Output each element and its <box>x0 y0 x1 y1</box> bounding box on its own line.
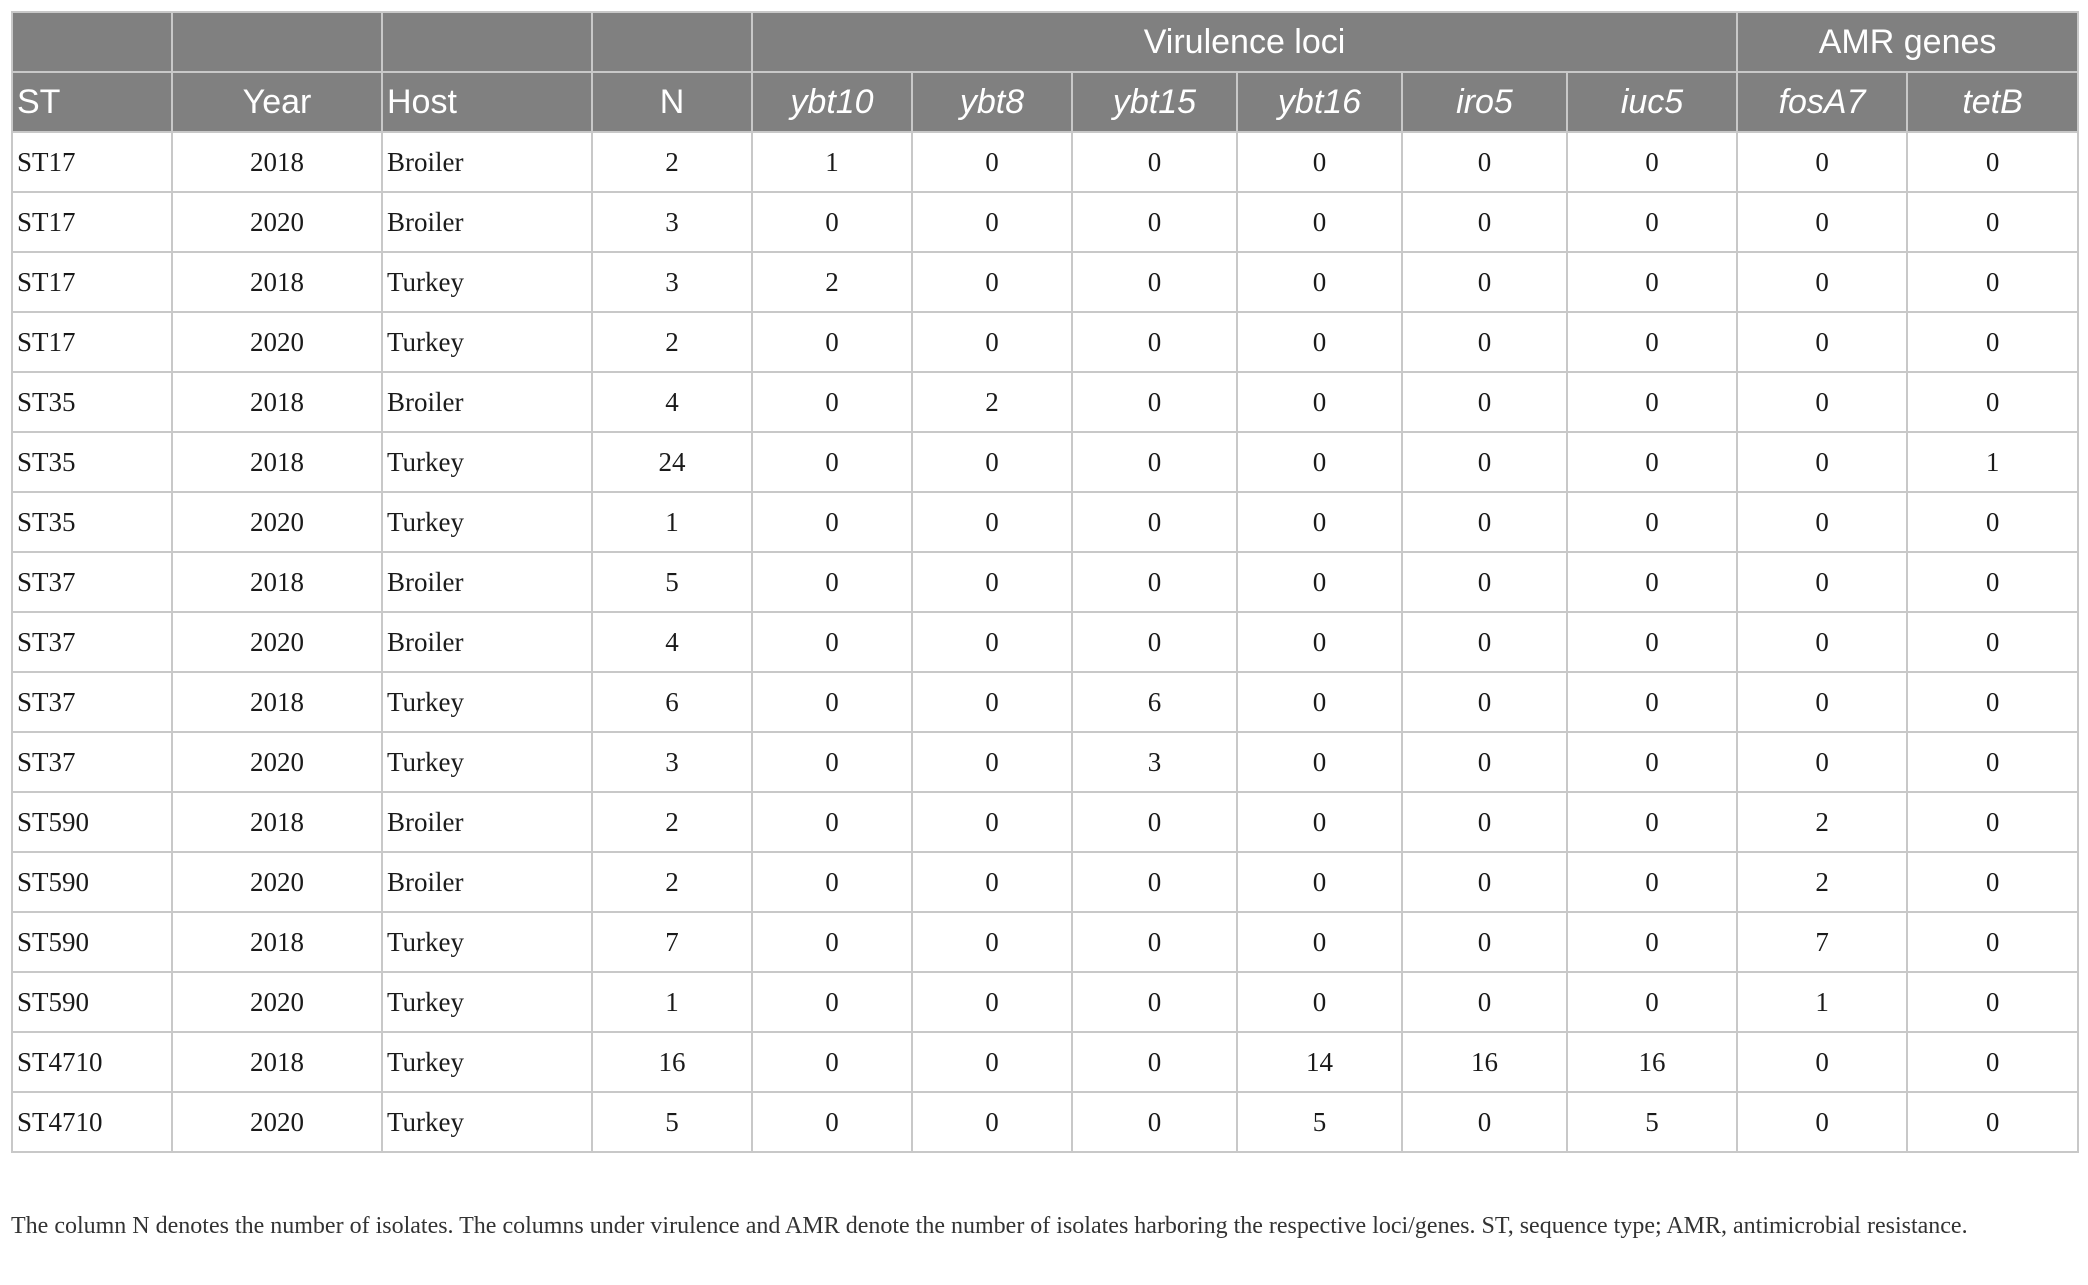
cell-ybt15: 0 <box>1072 492 1237 552</box>
cell-ybt16: 0 <box>1237 192 1402 252</box>
cell-year: 2018 <box>172 432 382 492</box>
cell-iro5: 0 <box>1402 372 1567 432</box>
cell-ybt8: 2 <box>912 372 1072 432</box>
cell-st: ST17 <box>12 252 172 312</box>
cell-ybt10: 0 <box>752 732 912 792</box>
cell-iuc5: 0 <box>1567 672 1737 732</box>
table-row <box>12 1092 2078 1152</box>
table-row <box>12 852 2078 912</box>
cell-ybt8: 0 <box>912 972 1072 1032</box>
cell-iuc5: 0 <box>1567 612 1737 672</box>
cell-ybt15: 0 <box>1072 552 1237 612</box>
cell-n: 4 <box>592 612 752 672</box>
cell-year: 2020 <box>172 612 382 672</box>
cell-st: ST37 <box>12 552 172 612</box>
table-row <box>12 1032 2078 1092</box>
cell-tetb: 0 <box>1907 672 2078 732</box>
cell-ybt15: 0 <box>1072 372 1237 432</box>
cell-tetb: 0 <box>1907 552 2078 612</box>
cell-ybt10: 0 <box>752 492 912 552</box>
cell-ybt16: 0 <box>1237 912 1402 972</box>
cell-st: ST37 <box>12 732 172 792</box>
cell-ybt15: 0 <box>1072 1092 1237 1152</box>
amr-genes-group-header: AMR genes <box>1737 12 2078 72</box>
cell-year: 2018 <box>172 792 382 852</box>
table-row <box>12 912 2078 972</box>
cell-tetb: 0 <box>1907 192 2078 252</box>
cell-ybt10: 0 <box>752 192 912 252</box>
cell-tetb: 0 <box>1907 852 2078 912</box>
cell-fosa7: 0 <box>1737 492 1907 552</box>
cell-iuc5: 16 <box>1567 1032 1737 1092</box>
cell-iro5: 0 <box>1402 672 1567 732</box>
cell-year: 2018 <box>172 252 382 312</box>
cell-host: Broiler <box>382 552 592 612</box>
cell-ybt10: 0 <box>752 612 912 672</box>
cell-ybt8: 0 <box>912 612 1072 672</box>
cell-ybt10: 2 <box>752 252 912 312</box>
cell-year: 2018 <box>172 1032 382 1092</box>
cell-ybt16: 0 <box>1237 372 1402 432</box>
cell-year: 2018 <box>172 552 382 612</box>
cell-ybt15: 0 <box>1072 192 1237 252</box>
cell-iuc5: 0 <box>1567 192 1737 252</box>
cell-host: Turkey <box>382 432 592 492</box>
cell-iuc5: 0 <box>1567 432 1737 492</box>
column-header-ybt16: ybt16 <box>1237 72 1402 132</box>
cell-st: ST17 <box>12 312 172 372</box>
cell-year: 2018 <box>172 672 382 732</box>
cell-iro5: 0 <box>1402 252 1567 312</box>
cell-fosa7: 0 <box>1737 252 1907 312</box>
cell-ybt10: 0 <box>752 1092 912 1152</box>
cell-year: 2018 <box>172 372 382 432</box>
cell-iro5: 0 <box>1402 912 1567 972</box>
cell-ybt8: 0 <box>912 852 1072 912</box>
cell-year: 2020 <box>172 192 382 252</box>
cell-n: 2 <box>592 132 752 192</box>
cell-host: Turkey <box>382 972 592 1032</box>
cell-ybt16: 14 <box>1237 1032 1402 1092</box>
table-footnote: The column N denotes the number of isolates. The columns under virulence and AMR denote the number of isolates harboring the respective loci/genes. ST, sequence type; AMR, antimicrobial resistance. <box>11 1213 1968 1239</box>
cell-ybt10: 0 <box>752 912 912 972</box>
cell-n: 3 <box>592 732 752 792</box>
cell-ybt10: 0 <box>752 972 912 1032</box>
cell-ybt10: 0 <box>752 552 912 612</box>
cell-n: 2 <box>592 852 752 912</box>
cell-iuc5: 0 <box>1567 792 1737 852</box>
cell-ybt15: 0 <box>1072 852 1237 912</box>
cell-host: Broiler <box>382 132 592 192</box>
virulence-loci-group-header: Virulence loci <box>752 12 1737 72</box>
cell-n: 24 <box>592 432 752 492</box>
cell-ybt8: 0 <box>912 552 1072 612</box>
cell-ybt15: 3 <box>1072 732 1237 792</box>
cell-fosa7: 2 <box>1737 792 1907 852</box>
cell-host: Turkey <box>382 252 592 312</box>
cell-ybt16: 0 <box>1237 972 1402 1032</box>
cell-ybt10: 0 <box>752 852 912 912</box>
column-header-tetb: tetB <box>1907 72 2078 132</box>
column-header-row <box>12 72 2078 132</box>
cell-ybt8: 0 <box>912 732 1072 792</box>
cell-tetb: 1 <box>1907 432 2078 492</box>
column-header-fosa7: fosA7 <box>1737 72 1907 132</box>
cell-ybt16: 0 <box>1237 672 1402 732</box>
cell-ybt15: 0 <box>1072 792 1237 852</box>
cell-tetb: 0 <box>1907 792 2078 852</box>
cell-ybt16: 0 <box>1237 312 1402 372</box>
cell-iro5: 0 <box>1402 972 1567 1032</box>
cell-iro5: 0 <box>1402 852 1567 912</box>
cell-ybt10: 0 <box>752 432 912 492</box>
cell-iuc5: 0 <box>1567 372 1737 432</box>
cell-tetb: 0 <box>1907 972 2078 1032</box>
table-row <box>12 672 2078 732</box>
cell-st: ST37 <box>12 672 172 732</box>
cell-host: Broiler <box>382 852 592 912</box>
cell-fosa7: 0 <box>1737 312 1907 372</box>
cell-iuc5: 0 <box>1567 852 1737 912</box>
cell-tetb: 0 <box>1907 252 2078 312</box>
cell-fosa7: 7 <box>1737 912 1907 972</box>
cell-host: Turkey <box>382 912 592 972</box>
cell-ybt16: 0 <box>1237 612 1402 672</box>
column-header-st: ST <box>12 72 172 132</box>
cell-iuc5: 5 <box>1567 1092 1737 1152</box>
cell-ybt16: 0 <box>1237 552 1402 612</box>
cell-iuc5: 0 <box>1567 912 1737 972</box>
cell-iro5: 0 <box>1402 732 1567 792</box>
cell-n: 1 <box>592 972 752 1032</box>
cell-iro5: 0 <box>1402 1092 1567 1152</box>
cell-ybt15: 0 <box>1072 972 1237 1032</box>
cell-year: 2018 <box>172 912 382 972</box>
cell-iro5: 0 <box>1402 312 1567 372</box>
cell-ybt8: 0 <box>912 192 1072 252</box>
cell-n: 3 <box>592 192 752 252</box>
column-header-host: Host <box>382 72 592 132</box>
table-body <box>12 132 2078 1152</box>
cell-iro5: 0 <box>1402 792 1567 852</box>
cell-host: Broiler <box>382 192 592 252</box>
cell-host: Turkey <box>382 492 592 552</box>
cell-iro5: 0 <box>1402 192 1567 252</box>
column-header-ybt15: ybt15 <box>1072 72 1237 132</box>
cell-ybt8: 0 <box>912 312 1072 372</box>
table-header <box>12 12 2078 132</box>
cell-host: Turkey <box>382 672 592 732</box>
cell-iro5: 0 <box>1402 432 1567 492</box>
cell-n: 5 <box>592 552 752 612</box>
cell-n: 16 <box>592 1032 752 1092</box>
cell-n: 5 <box>592 1092 752 1152</box>
cell-ybt15: 0 <box>1072 252 1237 312</box>
cell-year: 2020 <box>172 972 382 1032</box>
cell-st: ST4710 <box>12 1032 172 1092</box>
cell-ybt16: 0 <box>1237 492 1402 552</box>
cell-fosa7: 0 <box>1737 1032 1907 1092</box>
cell-st: ST590 <box>12 852 172 912</box>
cell-n: 2 <box>592 312 752 372</box>
cell-ybt15: 0 <box>1072 432 1237 492</box>
cell-iro5: 0 <box>1402 552 1567 612</box>
cell-st: ST590 <box>12 972 172 1032</box>
cell-ybt16: 0 <box>1237 252 1402 312</box>
cell-ybt8: 0 <box>912 792 1072 852</box>
cell-n: 3 <box>592 252 752 312</box>
table-row <box>12 492 2078 552</box>
cell-ybt8: 0 <box>912 1092 1072 1152</box>
cell-fosa7: 0 <box>1737 432 1907 492</box>
cell-n: 7 <box>592 912 752 972</box>
cell-ybt10: 0 <box>752 372 912 432</box>
cell-n: 6 <box>592 672 752 732</box>
cell-ybt16: 0 <box>1237 792 1402 852</box>
column-header-ybt8: ybt8 <box>912 72 1072 132</box>
cell-st: ST590 <box>12 912 172 972</box>
cell-host: Broiler <box>382 792 592 852</box>
column-header-iro5: iro5 <box>1402 72 1567 132</box>
cell-tetb: 0 <box>1907 732 2078 792</box>
cell-fosa7: 0 <box>1737 192 1907 252</box>
cell-iro5: 0 <box>1402 492 1567 552</box>
cell-n: 1 <box>592 492 752 552</box>
column-header-ybt10: ybt10 <box>752 72 912 132</box>
cell-ybt10: 1 <box>752 132 912 192</box>
cell-fosa7: 1 <box>1737 972 1907 1032</box>
cell-ybt10: 0 <box>752 792 912 852</box>
cell-ybt8: 0 <box>912 672 1072 732</box>
cell-ybt8: 0 <box>912 432 1072 492</box>
cell-ybt16: 5 <box>1237 1092 1402 1152</box>
cell-fosa7: 0 <box>1737 1092 1907 1152</box>
cell-tetb: 0 <box>1907 1092 2078 1152</box>
column-header-year: Year <box>172 72 382 132</box>
cell-ybt15: 0 <box>1072 1032 1237 1092</box>
cell-iro5: 0 <box>1402 132 1567 192</box>
cell-iuc5: 0 <box>1567 732 1737 792</box>
cell-fosa7: 2 <box>1737 852 1907 912</box>
cell-host: Turkey <box>382 732 592 792</box>
group-header-row <box>12 12 2078 72</box>
cell-year: 2020 <box>172 1092 382 1152</box>
table-row <box>12 972 2078 1032</box>
cell-st: ST4710 <box>12 1092 172 1152</box>
cell-year: 2020 <box>172 852 382 912</box>
column-header-n: N <box>592 72 752 132</box>
cell-host: Broiler <box>382 612 592 672</box>
table-row <box>12 312 2078 372</box>
table-row <box>12 192 2078 252</box>
cell-fosa7: 0 <box>1737 612 1907 672</box>
cell-ybt15: 0 <box>1072 312 1237 372</box>
cell-ybt15: 0 <box>1072 912 1237 972</box>
cell-ybt8: 0 <box>912 492 1072 552</box>
cell-ybt8: 0 <box>912 132 1072 192</box>
cell-ybt8: 0 <box>912 912 1072 972</box>
cell-tetb: 0 <box>1907 132 2078 192</box>
cell-iro5: 0 <box>1402 612 1567 672</box>
cell-ybt16: 0 <box>1237 432 1402 492</box>
cell-fosa7: 0 <box>1737 372 1907 432</box>
cell-fosa7: 0 <box>1737 732 1907 792</box>
cell-n: 2 <box>592 792 752 852</box>
cell-ybt10: 0 <box>752 312 912 372</box>
cell-st: ST17 <box>12 132 172 192</box>
cell-n: 4 <box>592 372 752 432</box>
table-row <box>12 792 2078 852</box>
cell-st: ST37 <box>12 612 172 672</box>
cell-ybt8: 0 <box>912 252 1072 312</box>
cell-iuc5: 0 <box>1567 132 1737 192</box>
table-row <box>12 252 2078 312</box>
cell-year: 2020 <box>172 492 382 552</box>
cell-fosa7: 0 <box>1737 132 1907 192</box>
cell-year: 2020 <box>172 732 382 792</box>
cell-iuc5: 0 <box>1567 972 1737 1032</box>
cell-tetb: 0 <box>1907 1032 2078 1092</box>
table-row <box>12 372 2078 432</box>
cell-ybt10: 0 <box>752 1032 912 1092</box>
cell-host: Broiler <box>382 372 592 432</box>
cell-st: ST35 <box>12 492 172 552</box>
cell-tetb: 0 <box>1907 912 2078 972</box>
cell-st: ST35 <box>12 432 172 492</box>
cell-iuc5: 0 <box>1567 492 1737 552</box>
cell-tetb: 0 <box>1907 612 2078 672</box>
cell-host: Turkey <box>382 1092 592 1152</box>
cell-tetb: 0 <box>1907 372 2078 432</box>
cell-year: 2020 <box>172 312 382 372</box>
cell-ybt15: 0 <box>1072 132 1237 192</box>
cell-fosa7: 0 <box>1737 552 1907 612</box>
group-header-spacer <box>172 12 382 72</box>
isolate-table <box>11 11 2079 1153</box>
cell-iuc5: 0 <box>1567 252 1737 312</box>
group-header-spacer <box>382 12 592 72</box>
cell-iuc5: 0 <box>1567 552 1737 612</box>
group-header-spacer <box>592 12 752 72</box>
cell-fosa7: 0 <box>1737 672 1907 732</box>
cell-ybt15: 0 <box>1072 612 1237 672</box>
cell-tetb: 0 <box>1907 492 2078 552</box>
cell-st: ST590 <box>12 792 172 852</box>
table-row <box>12 132 2078 192</box>
table-row <box>12 612 2078 672</box>
cell-ybt16: 0 <box>1237 132 1402 192</box>
cell-ybt8: 0 <box>912 1032 1072 1092</box>
cell-ybt15: 6 <box>1072 672 1237 732</box>
table-row <box>12 732 2078 792</box>
cell-year: 2018 <box>172 132 382 192</box>
group-header-spacer <box>12 12 172 72</box>
cell-st: ST35 <box>12 372 172 432</box>
cell-iro5: 16 <box>1402 1032 1567 1092</box>
table-row <box>12 552 2078 612</box>
cell-st: ST17 <box>12 192 172 252</box>
column-header-iuc5: iuc5 <box>1567 72 1737 132</box>
cell-ybt16: 0 <box>1237 852 1402 912</box>
cell-host: Turkey <box>382 312 592 372</box>
cell-host: Turkey <box>382 1032 592 1092</box>
cell-ybt16: 0 <box>1237 732 1402 792</box>
cell-tetb: 0 <box>1907 312 2078 372</box>
cell-iuc5: 0 <box>1567 312 1737 372</box>
table-row <box>12 432 2078 492</box>
cell-ybt10: 0 <box>752 672 912 732</box>
